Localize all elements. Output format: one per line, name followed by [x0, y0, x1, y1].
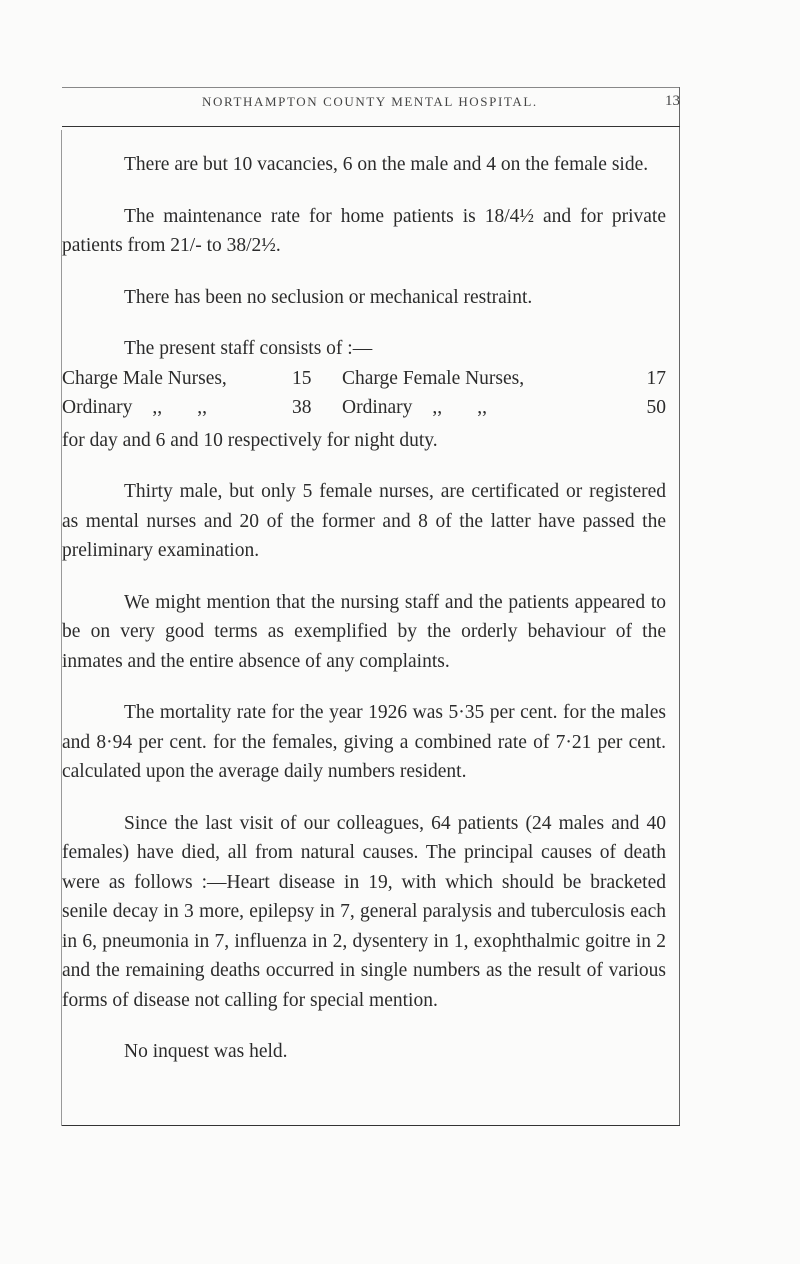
paragraph-vacancies: There are but 10 vacancies, 6 on the male and 4 on the female side.: [124, 154, 649, 175]
staff-row-ordinary: [62, 393, 666, 423]
charge-female-label: Charge Female Nurses,: [342, 367, 525, 389]
right-border-rule: [679, 87, 680, 1126]
top-border-rule: [62, 87, 680, 88]
paragraph-seclusion: There has been no seclusion or mechanical restraint.: [124, 286, 533, 308]
ordinary-female-label: Ordinary: [342, 397, 413, 418]
paragraph-terms: We might mention that the nursing staff and the patients appeared to be on very good terms as exemplified by the orderly behaviour of the inmates and the entire absence of any complaints.: [62, 591, 666, 672]
report-body: [62, 150, 666, 1089]
ordinary-male-cell: [62, 393, 292, 423]
charge-female-count: 17: [646, 367, 666, 389]
paragraph-night-duty: for day and 6 and 10 respectively for night duty.: [62, 429, 438, 451]
ordinary-female-count: 50: [646, 397, 666, 418]
ordinary-male-ditto-1: ,,: [152, 397, 163, 418]
charge-male-label: Charge Male Nurses,: [62, 367, 227, 389]
paragraph-inquest: No inquest was held.: [124, 1041, 288, 1062]
ordinary-male-label: Ordinary: [62, 397, 133, 418]
header-title: NORTHAMPTON COUNTY MENTAL HOSPITAL.: [202, 94, 538, 109]
paragraph-certified: Thirty male, but only 5 female nurses, are certificated or registered as mental nurses and 20 of the former and 8 of the latter have passed the preliminary examination.: [62, 481, 666, 561]
running-header: [62, 94, 680, 118]
ordinary-female-cell: [342, 393, 632, 423]
paragraph-deaths: Since the last visit of our colleagues, 64 patients (24 males and 40 females) have died, all from natural causes. The principal causes of death were as follows :—Heart disease in 19, with which should be bracketed senile decay in 3 more, epilepsy in 7, general paralysis and tuberculosis each in 6, pneumonia in 7, influenza in 2, dysentery in 1, exophthalmic goitre in 2 and the remaining deaths occurred in single numbers as the result of various forms of disease not calling for special mention.: [62, 812, 666, 1011]
page-number: 13: [665, 93, 680, 109]
bottom-border-rule: [62, 1125, 680, 1126]
charge-male-count: 15: [292, 367, 312, 389]
ordinary-female-ditto-2: ,,: [477, 397, 488, 418]
paragraph-mortality: The mortality rate for the year 1926 was 5·35 per cent. for the males and 8·94 per cent. for the females, giving a combined rate of 7·21 per cent. calculated upon the average daily numbers resident.: [62, 702, 666, 782]
ordinary-female-ditto-1: ,,: [432, 397, 443, 418]
paragraph-maintenance: The maintenance rate for home patients is 18/4½ and for private patients from 21/- to 38/2½.: [62, 205, 666, 256]
ordinary-male-ditto-2: ,,: [197, 397, 208, 418]
ordinary-male-count: 38: [292, 397, 312, 418]
header-underline-rule: [62, 126, 680, 127]
staff-row-charge: [62, 364, 666, 394]
staff-table: [62, 364, 666, 423]
paragraph-staff-intro: The present staff consists of :—: [124, 338, 373, 359]
